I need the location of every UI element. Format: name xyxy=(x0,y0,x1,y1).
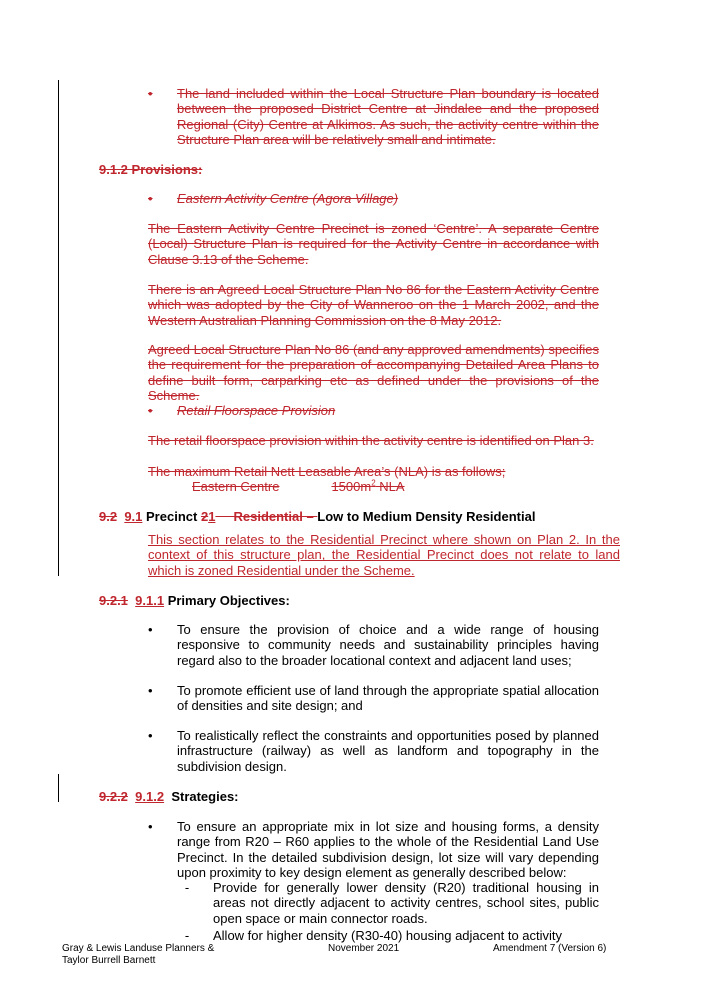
primary-label: Primary Objectives: xyxy=(167,593,290,608)
precinct-del-digit: 2 xyxy=(200,509,209,524)
retail-para-2: The maximum Retail Nett Leasable Area’s (NLA) is as follows; xyxy=(148,464,506,479)
change-bar-top xyxy=(58,80,59,576)
strategy-item-1 xyxy=(148,819,599,880)
precinct-del-name: Residential xyxy=(233,509,307,524)
eastern-para-3: Agreed Local Structure Plan No 86 (and any approved amendments) specifies the requirement for the preparation of accompanying Detailed Area Plans to define built form, carparking etc as defined under the provisions of the Scheme. xyxy=(148,342,599,403)
eastern-para-1: The Eastern Activity Centre Precinct is zoned ‘Centre’. A separate Centre (Local) Structure Plan is required for the Activity Centre in accordance with Clause 3.13 of the Scheme. xyxy=(148,221,599,267)
dash-marker: - xyxy=(184,928,190,943)
eastern-para-2: There is an Agreed Local Structure Plan No 86 for the Eastern Activity Centre which was adopted by the City of Wanneroo on the 1 March 2002, and the Western Australian Planning Commission on the 8 May 2012. xyxy=(148,282,599,328)
objective-text-2: To promote efficient use of land through the appropriate spatial allocation of densities and site design; and xyxy=(177,683,599,714)
change-bar-strategies xyxy=(58,774,59,802)
precinct-name: Low to Medium Density Residential xyxy=(317,509,536,524)
intro-bullet xyxy=(148,86,599,147)
strategies-heading xyxy=(99,789,239,805)
strategies-del-num: 9.2.2 xyxy=(99,789,128,804)
primary-ins-num: 9.1.1 xyxy=(135,593,165,608)
objective-item-3 xyxy=(148,728,599,774)
precinct-intro: This section relates to the Residential Precinct where shown on Plan 2. In the context of this structure plan, the Residential Precinct does not relate to land which is zoned Residential under the Scheme. xyxy=(148,532,620,578)
objective-text-1: To ensure the provision of choice and a wide range of housing responsive to community needs and sustainability principles having regard also to the broader locational context and adjacent land uses; xyxy=(177,622,599,668)
retail-centre-label: Eastern Centre xyxy=(192,479,280,494)
bullet-marker: • xyxy=(148,191,153,206)
footer-right: Amendment 7 (Version 6) xyxy=(493,943,607,954)
strategy-sub-text-1: Provide for generally lower density (R20) traditional housing in areas not directly adjacent to activity centres, school sites, public open space or main connector roads. xyxy=(213,880,599,926)
eastern-bullet-text: Eastern Activity Centre (Agora Village) xyxy=(177,191,399,206)
strategy-text-1: To ensure an appropriate mix in lot size and housing forms, a density range from R20 – R60 applies to the whole of the Residential Land Use Precinct. In the detailed subdivision design, lot size will vary depending upon proximity to key design element as generally described below: xyxy=(177,819,599,880)
retail-para-1: The retail floorspace provision within the activity centre is identified on Plan 3. xyxy=(148,433,594,448)
strategies-ins-num: 9.1.2 xyxy=(135,789,165,804)
objective-item-2 xyxy=(148,683,599,714)
retail-nla-line xyxy=(172,479,405,494)
retail-bullet-text: Retail Floorspace Provision xyxy=(177,403,336,418)
bullet-marker: • xyxy=(148,819,153,834)
precinct-del-num: 9.2 xyxy=(99,509,118,524)
footer-left-line1: Gray & Lewis Landuse Planners & xyxy=(62,943,215,954)
dash-marker: - xyxy=(184,880,190,895)
strategy-sub-1 xyxy=(177,880,599,926)
objective-item-1 xyxy=(148,622,599,668)
footer-center: November 2021 xyxy=(328,943,400,954)
precinct-word: Precinct xyxy=(146,509,198,524)
eastern-bullet xyxy=(148,191,599,206)
footer-left xyxy=(62,943,214,967)
objective-text-3: To realistically reflect the constraints and opportunities posed by planned infrastructure (railway) as well as landform and topography in the subdivision design. xyxy=(177,728,599,774)
strategy-sub-2 xyxy=(177,928,599,943)
intro-bullet-text: The land included within the Local Structure Plan boundary is located between the proposed District Centre at Jindalee and the proposed Regional (City) Centre at Alkimos. As such, the activity centre within the Structure Plan area will be relatively small and intimate. xyxy=(177,86,599,147)
provisions-heading: 9.1.2 Provisions: xyxy=(99,162,203,177)
footer-left-line2: Taylor Burrell Barnett xyxy=(62,955,156,966)
bullet-marker: • xyxy=(148,86,153,101)
retail-nla-sup: 2 xyxy=(371,478,376,488)
precinct-heading: 9.2 9.1 Precinct 21 Residential – Low to Medium Density Residential xyxy=(99,509,536,524)
bullet-marker: • xyxy=(148,728,153,743)
precinct-ins-digit: 1 xyxy=(208,509,216,524)
strategy-sub-text-2: Allow for higher density (R30-40) housing adjacent to activity xyxy=(213,928,563,943)
retail-nla-value: 1500m xyxy=(331,479,372,494)
bullet-marker: • xyxy=(148,683,153,698)
retail-nla-unit: NLA xyxy=(375,479,405,494)
retail-bullet xyxy=(148,403,599,418)
bullet-marker: • xyxy=(148,622,153,637)
strategies-label: Strategies: xyxy=(171,789,239,804)
bullet-marker: • xyxy=(148,403,153,418)
primary-objectives-heading xyxy=(99,593,290,609)
primary-del-num: 9.2.1 xyxy=(99,593,128,608)
precinct-ins-num: 9.1 xyxy=(124,509,143,524)
